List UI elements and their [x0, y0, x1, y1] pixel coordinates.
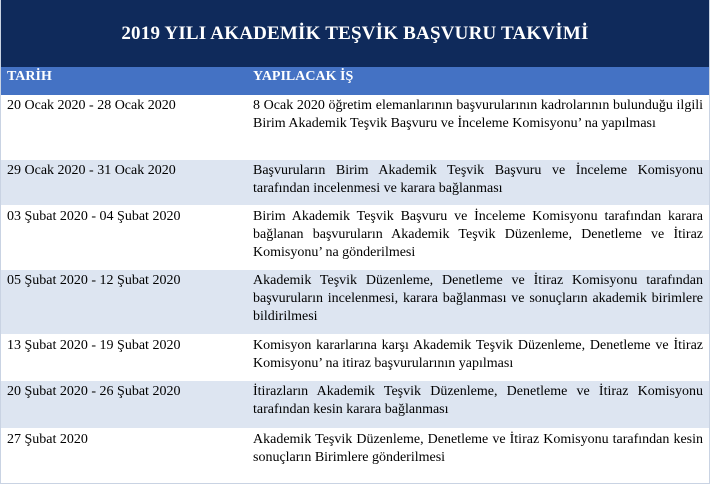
row-task: Başvuruların Birim Akademik Teşvik Başvuru ve İnceleme Komisyonu tarafından incelenmesi ve karara bağlanması [253, 163, 703, 196]
row-date: 29 Ocak 2020 - 31 Ocak 2020 [7, 163, 176, 178]
row-task: Akademik Teşvik Düzenleme, Denetleme ve İtiraz Komisyonu tarafından başvuruların incelenmesi, karara bağlanması ve sonuçların akademik birimlere bildirilmesi [253, 273, 703, 324]
table-title [1, 0, 709, 67]
row-date: 05 Şubat 2020 - 12 Şubat 2020 [7, 273, 181, 288]
row-task: Komisyon kararlarına karşı Akademik Teşvik Düzenleme, Denetleme ve İtiraz Komisyonu’ na itiraz başvurularının yapılması [253, 338, 703, 371]
row-date: 03 Şubat 2020 - 04 Şubat 2020 [7, 209, 181, 224]
table-row [1, 429, 709, 483]
row-task: Birim Akademik Teşvik Başvuru ve İnceleme Komisyonu tarafından karara bağlanan başvuruların Akademik Teşvik Düzenleme, Denetleme ve İtiraz Komisyonu’ na gönderilmesi [253, 209, 703, 260]
row-task: Akademik Teşvik Düzenleme, Denetleme ve İtiraz Komisyonu tarafından kesin sonuçların Birimlere gönderilmesi [253, 432, 703, 465]
table-row [1, 160, 709, 206]
row-date: 27 Şubat 2020 [7, 432, 88, 447]
table-title-text: 2019 YILI AKADEMİK TEŞVİK BAŞVURU TAKVİMİ [121, 22, 589, 44]
table-row [1, 381, 709, 429]
row-date: 20 Ocak 2020 - 28 Ocak 2020 [7, 98, 176, 113]
table-header-row [1, 67, 709, 95]
row-task: İtirazların Akademik Teşvik Düzenleme, Denetleme ve İtiraz Komisyonu tarafından kesin karara bağlanması [253, 384, 703, 417]
row-date: 20 Şubat 2020 - 26 Şubat 2020 [7, 384, 181, 399]
table-row [1, 335, 709, 381]
header-task: YAPILACAK İŞ [253, 69, 354, 84]
row-date: 13 Şubat 2020 - 19 Şubat 2020 [7, 338, 181, 353]
header-date: TARİH [7, 69, 52, 84]
table-row [1, 95, 709, 160]
row-task: 8 Ocak 2020 öğretim elemanlarının başvurularının kadrolarının bulunduğu ilgili Birim Akademik Teşvik Başvuru ve İnceleme Komisyonu’ na yapılması [253, 98, 703, 131]
table-row [1, 270, 709, 335]
table-row [1, 206, 709, 270]
